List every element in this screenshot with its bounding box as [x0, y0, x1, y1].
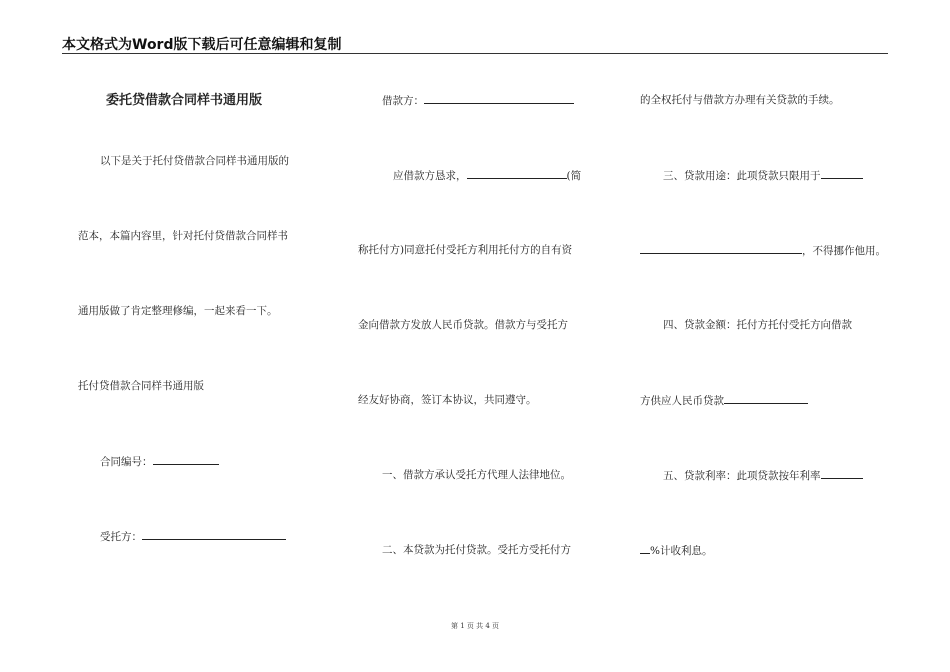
clause-5-text-a: 五、贷款利率：此项贷款按年利率 [663, 470, 821, 482]
contract-number-row [100, 454, 219, 469]
clause-3-text-a: 三、贷款用途：此项贷款只限用于 [663, 170, 821, 182]
para1-line-1 [393, 168, 581, 183]
clause-3-line-1 [663, 168, 863, 183]
trustee-blank [142, 529, 286, 540]
entrusting-party-blank [467, 168, 567, 179]
clause-4-text-b: 方供应人民币贷款 [640, 395, 724, 407]
para1-line-4: 经友好协商，签订本协议，共同遵守。 [358, 394, 537, 406]
trustee-row [100, 529, 286, 544]
trustee-label: 受托方： [100, 531, 142, 543]
intro-line-3: 通用版做了肯定整理修编，一起来看一下。 [78, 305, 278, 317]
para1-line-3: 金向借款方发放人民币贷款。借款方与受托方 [358, 319, 568, 331]
loan-purpose-blank-2 [640, 243, 802, 254]
clause-5-text-b: %计收利息。 [650, 545, 713, 557]
loan-purpose-blank-1 [821, 168, 863, 179]
header-rule [62, 53, 888, 54]
clause-4-line-2 [640, 393, 808, 408]
clause-3-line-2 [640, 243, 886, 258]
borrower-label: 借款方： [382, 95, 424, 107]
clause-5-line-2 [640, 543, 712, 558]
clause-5-line-1 [663, 468, 863, 483]
document-header: 本文格式为Word版下载后可任意编辑和复制 [62, 37, 342, 53]
contract-number-blank [153, 454, 219, 465]
clause-2: 二、本贷款为托付贷款。受托方受托付方 [382, 544, 571, 556]
clause-2-continued: 的全权托付与借款方办理有关贷款的手续。 [640, 94, 840, 106]
para1-line-2: 称托付方)同意托付受托方利用托付方的自有资 [358, 244, 573, 256]
loan-amount-blank [724, 393, 808, 404]
intro-line-1: 以下是关于托付贷借款合同样书通用版的 [100, 155, 289, 167]
clause-3-text-b: ，不得挪作他用。 [802, 245, 886, 257]
intro-line-2: 范本，本篇内容里，针对托付贷借款合同样书 [78, 230, 288, 242]
document-title: 委托贷借款合同样书通用版 [106, 93, 263, 108]
contract-subtitle: 托付贷借款合同样书通用版 [78, 380, 204, 392]
interest-rate-blank [821, 468, 863, 479]
borrower-blank [424, 93, 574, 104]
para1-text-b: (简 [566, 170, 582, 182]
clause-1: 一、借款方承认受托方代理人法律地位。 [382, 469, 571, 481]
clause-4-line-1: 四、贷款金额：托付方托付受托方向借款 [663, 319, 852, 331]
interest-rate-blank-2 [640, 543, 650, 554]
borrower-row [382, 93, 574, 108]
contract-number-label: 合同编号： [100, 456, 153, 468]
para1-text-a: 应借款方恳求， [393, 170, 467, 182]
page-number: 第 1 页 共 4 页 [450, 622, 500, 630]
